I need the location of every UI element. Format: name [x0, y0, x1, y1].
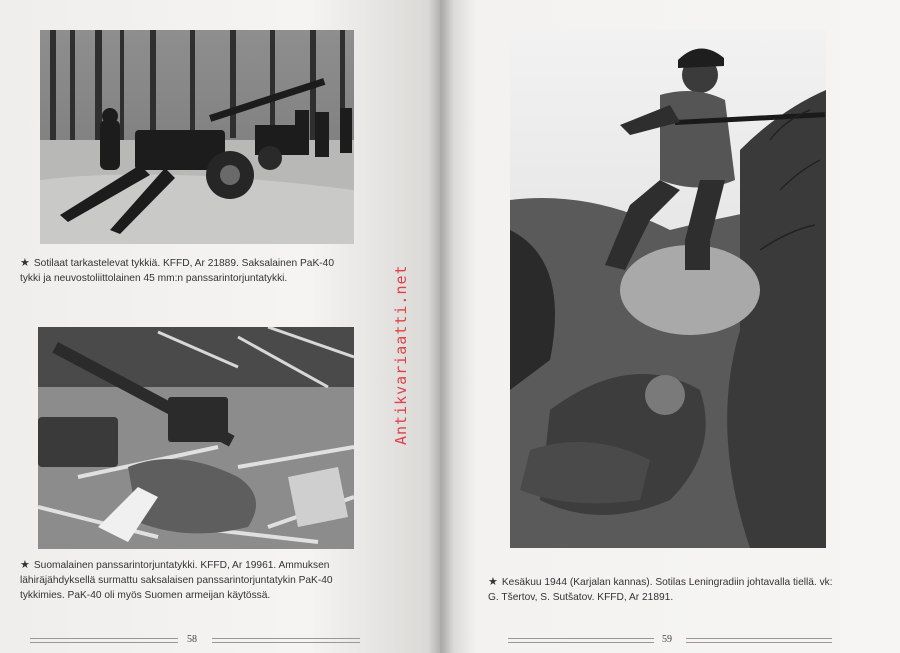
photo-artillery-forest [40, 30, 354, 244]
page-number-left: 58 [187, 634, 197, 645]
star-icon: ★ [20, 559, 30, 571]
footer-rule-right-c [686, 638, 832, 639]
caption-photo-1 [20, 256, 350, 286]
footer-rule-left-a [30, 638, 178, 639]
caption-text: Kesäkuu 1944 (Karjalan kannas). Sotilas Leningradiin johtavalla tiellä. vk: G. Tšertov, S. Sutšatov. KFFD, Ar 21891. [488, 577, 833, 603]
caption-text: Suomalainen panssarintorjuntatykki. KFFD, Ar 19961. Ammuksen lähiräjähdyksellä surmattu saksalaisen panssarintorjuntatykin PaK-40 tykkimies. PaK-40 oli myös Suomen armeijan käytössä. [20, 560, 333, 601]
photo-artillery-forest-image [40, 30, 354, 244]
photo-destroyed-gun [38, 327, 354, 549]
footer-rule-right-d [686, 642, 832, 643]
page-number-right: 59 [662, 634, 672, 645]
star-icon: ★ [488, 576, 498, 588]
footer-rule-left-d [212, 642, 360, 643]
star-icon: ★ [20, 257, 30, 269]
photo-soldier-trench [510, 30, 826, 548]
caption-text: Sotilaat tarkastelevat tykkiä. KFFD, Ar 21889. Saksalainen PaK-40 tykki ja neuvostoliittolainen 45 mm:n panssarintorjuntatykki. [20, 258, 334, 284]
footer-rule-left-c [212, 638, 360, 639]
photo-soldier-trench-image [510, 30, 826, 548]
footer-rule-right-a [508, 638, 654, 639]
photo-destroyed-gun-image [38, 327, 354, 549]
footer-rule-left-b [30, 642, 178, 643]
caption-photo-2 [20, 558, 350, 603]
footer-rule-right-b [508, 642, 654, 643]
book-gutter [428, 0, 454, 653]
caption-photo-3 [488, 575, 833, 605]
watermark: Antikvariaatti.net [392, 264, 410, 446]
